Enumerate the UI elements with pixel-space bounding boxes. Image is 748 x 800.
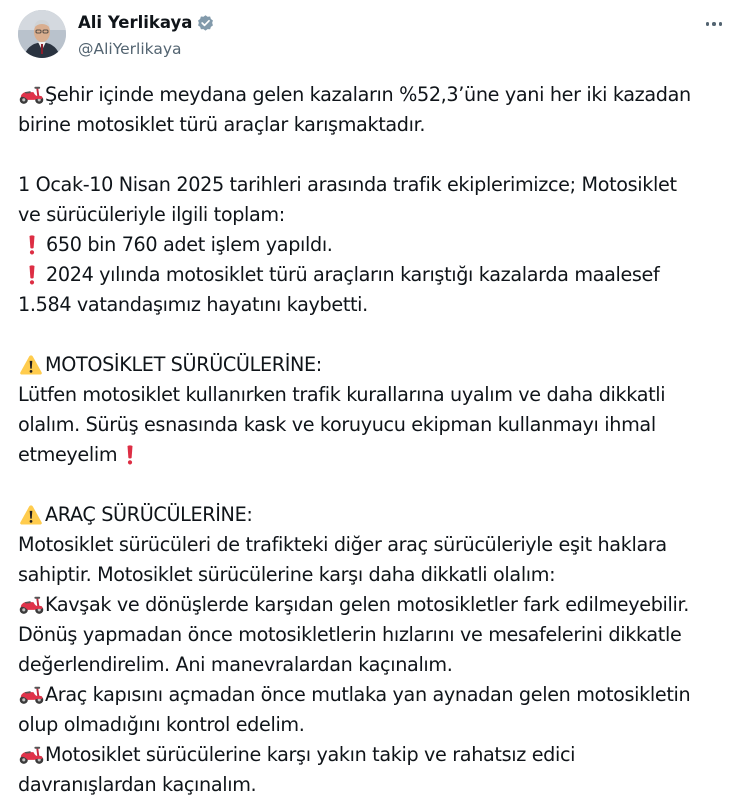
tweet-header: [18, 10, 730, 62]
text-line: [18, 770, 734, 800]
paragraph-3-line-3: etmeyelim: [18, 443, 118, 466]
warning-icon: [18, 354, 45, 376]
text-line: [18, 380, 734, 410]
paragraph-4-heading: ARAÇ SÜRÜCÜLERİNE:: [45, 503, 253, 526]
text-line: [18, 410, 734, 440]
paragraph-4-line-7: olup olmadığını kontrol edelim.: [18, 713, 305, 736]
paragraph-4-line-3: Kavşak ve dönüşlerde karşıdan gelen motosikletler fark edilmeyebilir.: [45, 593, 689, 616]
author-names: [78, 12, 215, 60]
verified-badge-icon: [196, 14, 215, 33]
paragraph-2-line-5: 1.584 vatandaşımız hayatını kaybetti.: [18, 293, 368, 316]
paragraph-2-line-4: 2024 yılında motosiklet türü araçların karıştığı kazalarda maalesef: [46, 263, 660, 286]
paragraph-2-line-3: 650 bin 760 adet işlem yapıldı.: [46, 233, 333, 256]
motor-scooter-icon: [18, 84, 45, 106]
text-line: [18, 200, 734, 230]
paragraph-gap: [18, 320, 734, 350]
paragraph-2-line-1: 1 Ocak-10 Nisan 2025 tarihleri arasında trafik ekiplerimizce; Motosiklet: [18, 173, 677, 196]
paragraph-3-line-2: olalım. Sürüş esnasında kask ve koruyucu ekipman kullanmayı ihmal: [18, 413, 656, 436]
dot-icon: [712, 22, 716, 26]
red-exclamation-icon: [18, 234, 46, 256]
text-line: [18, 260, 734, 290]
paragraph-2-line-2: ve sürücüleriyle ilgili toplam:: [18, 203, 285, 226]
motor-scooter-icon: [18, 744, 45, 766]
paragraph-gap: [18, 140, 734, 170]
avatar[interactable]: [18, 10, 66, 58]
text-line: [18, 170, 734, 200]
motor-scooter-icon: [18, 684, 45, 706]
paragraph-1-line-1: Şehir içinde meydana gelen kazaların %52,3’üne yani her iki kazadan: [45, 83, 691, 106]
text-line: [18, 350, 734, 380]
more-options-icon[interactable]: [702, 14, 726, 34]
paragraph-3-heading: MOTOSİKLET SÜRÜCÜLERİNE:: [45, 353, 322, 376]
paragraph-4-line-5: değerlendirelim. Ani manevralardan kaçınalım.: [18, 653, 453, 676]
tweet-text: [18, 80, 734, 800]
paragraph-4-line-6: Araç kapısını açmadan önce mutlaka yan aynadan gelen motosikletin: [45, 683, 691, 706]
paragraph-4-line-2: sahiptir. Motosiklet sürücülerine karşı daha dikkatli olalım:: [18, 563, 556, 586]
text-line: [18, 560, 734, 590]
text-line: [18, 500, 734, 530]
red-exclamation-icon: [18, 264, 46, 286]
text-line: [18, 680, 734, 710]
display-name-row: [78, 12, 215, 34]
paragraph-4-line-9: davranışlardan kaçınalım.: [18, 773, 257, 796]
text-line: [18, 740, 734, 770]
text-line: [18, 80, 734, 110]
text-line: [18, 110, 734, 140]
text-line: [18, 290, 734, 320]
text-line: [18, 650, 734, 680]
warning-icon: [18, 504, 45, 526]
text-line: [18, 710, 734, 740]
paragraph-4-line-4: Dönüş yapmadan önce motosikletlerin hızlarını ve mesafelerini dikkatle: [18, 623, 682, 646]
red-exclamation-icon: [123, 444, 137, 466]
dot-icon: [719, 22, 723, 26]
text-line: [18, 590, 734, 620]
text-line: [18, 530, 734, 560]
author-handle[interactable]: @AliYerlikaya: [78, 40, 182, 58]
paragraph-4-line-8: Motosiklet sürücülerine karşı yakın takip ve rahatsız edici: [45, 743, 576, 766]
text-line: [18, 230, 734, 260]
paragraph-1-line-2: birine motosiklet türü araçlar karışmaktadır.: [18, 113, 426, 136]
motor-scooter-icon: [18, 594, 45, 616]
text-line: [18, 620, 734, 650]
text-line: [18, 440, 734, 470]
dot-icon: [706, 22, 710, 26]
paragraph-4-line-1: Motosiklet sürücüleri de trafikteki diğer araç sürücüleriyle eşit haklara: [18, 533, 667, 556]
paragraph-gap: [18, 470, 734, 500]
display-name[interactable]: Ali Yerlikaya: [78, 13, 193, 32]
paragraph-3-line-1: Lütfen motosiklet kullanırken trafik kurallarına uyalım ve daha dikkatli: [18, 383, 666, 406]
